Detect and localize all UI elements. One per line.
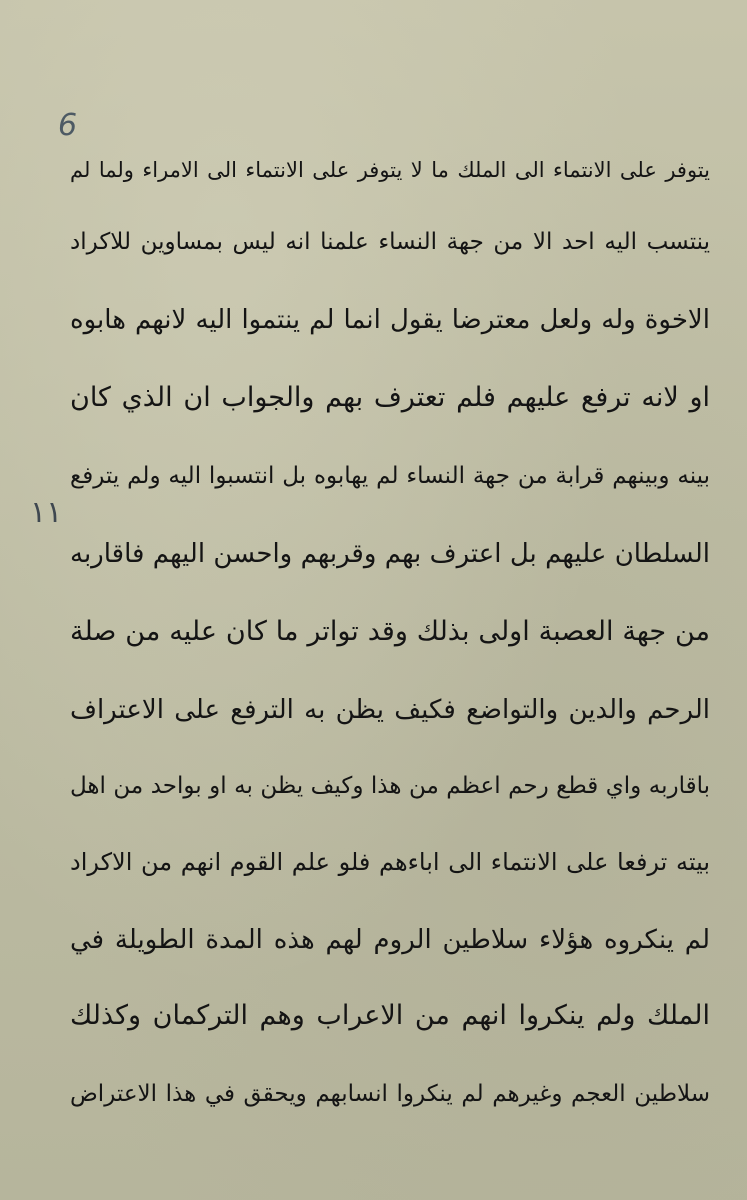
text-line-9: باقاربه واي قطع رحم اعظم من هذا وكيف يظن به او بواحد من اهل bbox=[70, 773, 710, 799]
text-line-8: الرحم والدين والتواضع فكيف يظن به الترفع على الاعتراف bbox=[70, 695, 710, 725]
text-line-12: الملك ولم ينكروا انهم من الاعراب وهم التركمان وكذلك bbox=[70, 1000, 710, 1031]
text-line-10: بيته ترفعا على الانتماء الى اباءهم فلو علم القوم انهم من الاكراد bbox=[70, 848, 710, 876]
margin-note: ١١ bbox=[30, 495, 63, 530]
text-line-1: يتوفر على الانتماء الى الملك ما لا يتوفر على الانتماء الى الامراء ولما لم bbox=[70, 158, 710, 182]
text-line-7: من جهة العصبة اولى بذلك وقد تواتر ما كان عليه من صلة bbox=[70, 616, 710, 647]
page-number: 6 bbox=[58, 108, 78, 143]
text-line-11: لم ينكروه هؤلاء سلاطين الروم لهم هذه المدة الطويلة في bbox=[70, 925, 710, 955]
text-line-6: السلطان عليهم بل اعترف بهم وقربهم واحسن اليهم فاقاربه bbox=[70, 539, 710, 569]
text-line-4: او لانه ترفع عليهم فلم تعترف بهم والجواب ان الذي كان bbox=[70, 382, 710, 413]
text-line-5: بينه وبينهم قرابة من جهة النساء لم يهابوه بل انتسبوا اليه ولم يترفع bbox=[70, 463, 710, 489]
text-line-2: ينتسب اليه احد الا من جهة النساء علمنا انه ليس بمساوين للاكراد bbox=[70, 229, 710, 255]
manuscript-text-block bbox=[70, 140, 710, 1120]
text-line-3: الاخوة وله ولعل معترضا يقول انما لم ينتموا اليه لانهم هابوه bbox=[70, 305, 710, 335]
text-line-13: سلاطين العجم وغيرهم لم ينكروا انسابهم ويحقق في هذا الاعتراض bbox=[70, 1081, 710, 1107]
